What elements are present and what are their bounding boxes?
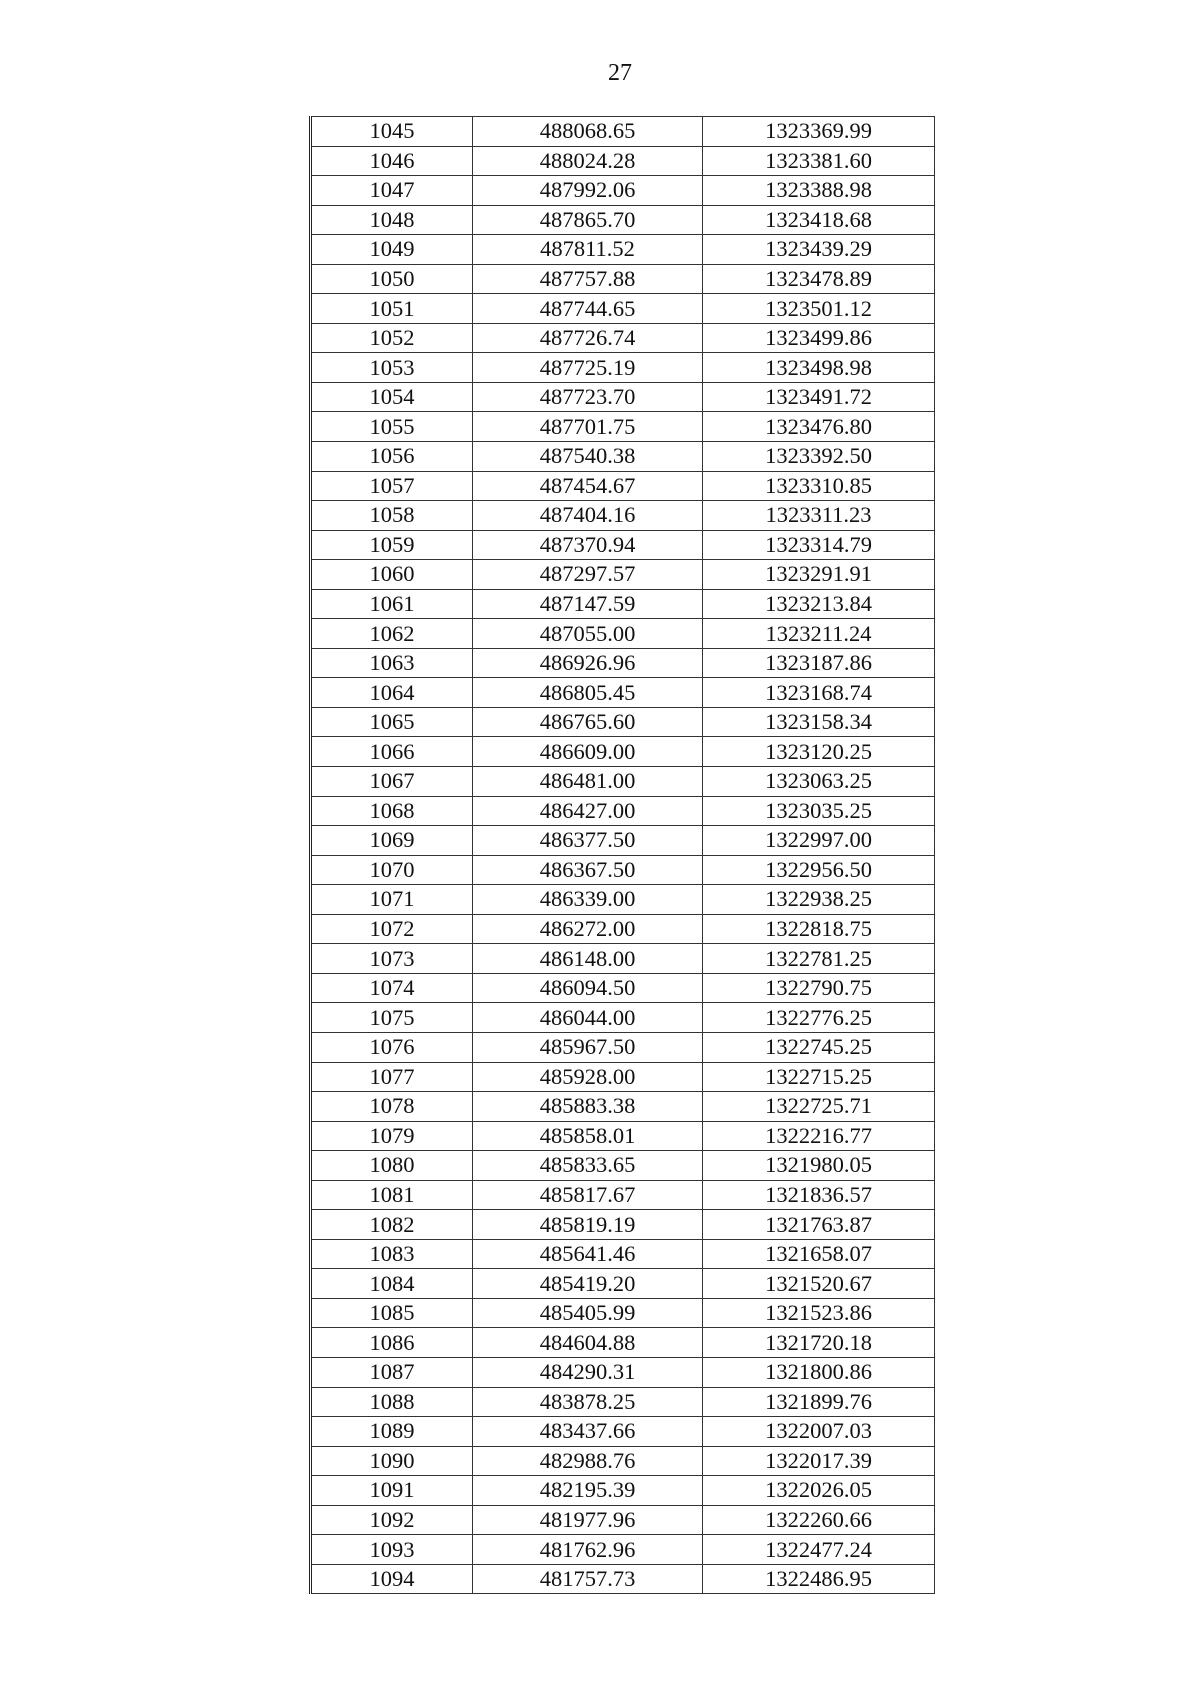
table-row: [311, 1151, 935, 1181]
point-number-cell: 1061: [311, 589, 473, 619]
table-row: [311, 323, 935, 353]
x-coordinate-cell: 487744.65: [473, 294, 703, 324]
table-body: [311, 117, 935, 1594]
table-row: [311, 767, 935, 797]
y-coordinate-cell: 1323158.34: [703, 707, 935, 737]
x-coordinate-cell: 485405.99: [473, 1298, 703, 1328]
x-coordinate-cell: 485967.50: [473, 1032, 703, 1062]
point-number-cell: 1051: [311, 294, 473, 324]
y-coordinate-cell: 1322781.25: [703, 944, 935, 974]
point-number-cell: 1072: [311, 914, 473, 944]
x-coordinate-cell: 481762.96: [473, 1535, 703, 1565]
x-coordinate-cell: 487723.70: [473, 382, 703, 412]
x-coordinate-cell: 487404.16: [473, 501, 703, 531]
point-number-cell: 1073: [311, 944, 473, 974]
table-row: [311, 501, 935, 531]
point-number-cell: 1069: [311, 826, 473, 856]
x-coordinate-cell: 481757.73: [473, 1564, 703, 1594]
y-coordinate-cell: 1321899.76: [703, 1387, 935, 1417]
point-number-cell: 1053: [311, 353, 473, 383]
y-coordinate-cell: 1322776.25: [703, 1003, 935, 1033]
point-number-cell: 1089: [311, 1417, 473, 1447]
x-coordinate-cell: 486044.00: [473, 1003, 703, 1033]
y-coordinate-cell: 1322007.03: [703, 1417, 935, 1447]
y-coordinate-cell: 1323439.29: [703, 235, 935, 265]
y-coordinate-cell: 1322486.95: [703, 1564, 935, 1594]
y-coordinate-cell: 1321523.86: [703, 1298, 935, 1328]
x-coordinate-cell: 482195.39: [473, 1476, 703, 1506]
x-coordinate-cell: 487540.38: [473, 442, 703, 472]
y-coordinate-cell: 1323314.79: [703, 530, 935, 560]
table-row: [311, 737, 935, 767]
table-row: [311, 1357, 935, 1387]
y-coordinate-cell: 1323213.84: [703, 589, 935, 619]
y-coordinate-cell: 1322715.25: [703, 1062, 935, 1092]
table-row: [311, 648, 935, 678]
table-row: [311, 442, 935, 472]
table-row: [311, 412, 935, 442]
y-coordinate-cell: 1323291.91: [703, 560, 935, 590]
table-row: [311, 530, 935, 560]
point-number-cell: 1088: [311, 1387, 473, 1417]
x-coordinate-cell: 487370.94: [473, 530, 703, 560]
table-row: [311, 944, 935, 974]
table-row: [311, 1180, 935, 1210]
table-row: [311, 1476, 935, 1506]
y-coordinate-cell: 1323388.98: [703, 176, 935, 206]
y-coordinate-cell: 1322017.39: [703, 1446, 935, 1476]
x-coordinate-cell: 486148.00: [473, 944, 703, 974]
x-coordinate-cell: 486272.00: [473, 914, 703, 944]
y-coordinate-cell: 1322725.71: [703, 1092, 935, 1122]
point-number-cell: 1059: [311, 530, 473, 560]
table-row: [311, 117, 935, 147]
table-row: [311, 1210, 935, 1240]
x-coordinate-cell: 488024.28: [473, 146, 703, 176]
x-coordinate-cell: 482988.76: [473, 1446, 703, 1476]
point-number-cell: 1063: [311, 648, 473, 678]
y-coordinate-cell: 1323035.25: [703, 796, 935, 826]
point-number-cell: 1086: [311, 1328, 473, 1358]
y-coordinate-cell: 1323392.50: [703, 442, 935, 472]
y-coordinate-cell: 1322477.24: [703, 1535, 935, 1565]
y-coordinate-cell: 1321980.05: [703, 1151, 935, 1181]
point-number-cell: 1067: [311, 767, 473, 797]
table-row: [311, 1121, 935, 1151]
table-row: [311, 796, 935, 826]
y-coordinate-cell: 1323478.89: [703, 264, 935, 294]
point-number-cell: 1087: [311, 1357, 473, 1387]
x-coordinate-cell: 485419.20: [473, 1269, 703, 1299]
table-row: [311, 589, 935, 619]
table-row: [311, 1564, 935, 1594]
point-number-cell: 1049: [311, 235, 473, 265]
y-coordinate-cell: 1323311.23: [703, 501, 935, 531]
x-coordinate-cell: 487297.57: [473, 560, 703, 590]
x-coordinate-cell: 487811.52: [473, 235, 703, 265]
table-row: [311, 294, 935, 324]
x-coordinate-cell: 485833.65: [473, 1151, 703, 1181]
y-coordinate-cell: 1322260.66: [703, 1505, 935, 1535]
table-row: [311, 1387, 935, 1417]
x-coordinate-cell: 487726.74: [473, 323, 703, 353]
page-number: 27: [608, 60, 632, 86]
point-number-cell: 1056: [311, 442, 473, 472]
y-coordinate-cell: 1323498.98: [703, 353, 935, 383]
x-coordinate-cell: 481977.96: [473, 1505, 703, 1535]
point-number-cell: 1077: [311, 1062, 473, 1092]
table-row: [311, 1062, 935, 1092]
table-row: [311, 1032, 935, 1062]
point-number-cell: 1064: [311, 678, 473, 708]
table-row: [311, 382, 935, 412]
x-coordinate-cell: 486339.00: [473, 885, 703, 915]
table-row: [311, 885, 935, 915]
table-row: [311, 973, 935, 1003]
point-number-cell: 1081: [311, 1180, 473, 1210]
coordinates-table: [309, 116, 935, 1594]
y-coordinate-cell: 1323476.80: [703, 412, 935, 442]
x-coordinate-cell: 487757.88: [473, 264, 703, 294]
point-number-cell: 1052: [311, 323, 473, 353]
table-row: [311, 1505, 935, 1535]
y-coordinate-cell: 1321800.86: [703, 1357, 935, 1387]
table-row: [311, 914, 935, 944]
y-coordinate-cell: 1323187.86: [703, 648, 935, 678]
table-row: [311, 471, 935, 501]
x-coordinate-cell: 486377.50: [473, 826, 703, 856]
point-number-cell: 1084: [311, 1269, 473, 1299]
x-coordinate-cell: 485928.00: [473, 1062, 703, 1092]
point-number-cell: 1075: [311, 1003, 473, 1033]
y-coordinate-cell: 1323310.85: [703, 471, 935, 501]
y-coordinate-cell: 1322818.75: [703, 914, 935, 944]
y-coordinate-cell: 1323381.60: [703, 146, 935, 176]
x-coordinate-cell: 483437.66: [473, 1417, 703, 1447]
x-coordinate-cell: 485641.46: [473, 1239, 703, 1269]
point-number-cell: 1083: [311, 1239, 473, 1269]
y-coordinate-cell: 1323063.25: [703, 767, 935, 797]
table-row: [311, 855, 935, 885]
table-row: [311, 1092, 935, 1122]
x-coordinate-cell: 484604.88: [473, 1328, 703, 1358]
y-coordinate-cell: 1322790.75: [703, 973, 935, 1003]
x-coordinate-cell: 487701.75: [473, 412, 703, 442]
table-row: [311, 1446, 935, 1476]
x-coordinate-cell: 486481.00: [473, 767, 703, 797]
table-row: [311, 353, 935, 383]
y-coordinate-cell: 1321720.18: [703, 1328, 935, 1358]
point-number-cell: 1054: [311, 382, 473, 412]
point-number-cell: 1047: [311, 176, 473, 206]
y-coordinate-cell: 1321836.57: [703, 1180, 935, 1210]
point-number-cell: 1058: [311, 501, 473, 531]
point-number-cell: 1074: [311, 973, 473, 1003]
table-row: [311, 1269, 935, 1299]
table-row: [311, 1328, 935, 1358]
table-row: [311, 619, 935, 649]
x-coordinate-cell: 486367.50: [473, 855, 703, 885]
y-coordinate-cell: 1322997.00: [703, 826, 935, 856]
y-coordinate-cell: 1323499.86: [703, 323, 935, 353]
point-number-cell: 1046: [311, 146, 473, 176]
y-coordinate-cell: 1322956.50: [703, 855, 935, 885]
point-number-cell: 1070: [311, 855, 473, 885]
table-row: [311, 560, 935, 590]
x-coordinate-cell: 487147.59: [473, 589, 703, 619]
x-coordinate-cell: 483878.25: [473, 1387, 703, 1417]
point-number-cell: 1048: [311, 205, 473, 235]
point-number-cell: 1068: [311, 796, 473, 826]
x-coordinate-cell: 486427.00: [473, 796, 703, 826]
x-coordinate-cell: 485883.38: [473, 1092, 703, 1122]
x-coordinate-cell: 486094.50: [473, 973, 703, 1003]
y-coordinate-cell: 1323168.74: [703, 678, 935, 708]
y-coordinate-cell: 1323501.12: [703, 294, 935, 324]
point-number-cell: 1078: [311, 1092, 473, 1122]
table-row: [311, 205, 935, 235]
table-row: [311, 1417, 935, 1447]
table-row: [311, 264, 935, 294]
point-number-cell: 1062: [311, 619, 473, 649]
y-coordinate-cell: 1323418.68: [703, 205, 935, 235]
x-coordinate-cell: 487454.67: [473, 471, 703, 501]
x-coordinate-cell: 486609.00: [473, 737, 703, 767]
y-coordinate-cell: 1322938.25: [703, 885, 935, 915]
table-row: [311, 176, 935, 206]
table-row: [311, 826, 935, 856]
point-number-cell: 1076: [311, 1032, 473, 1062]
x-coordinate-cell: 485819.19: [473, 1210, 703, 1240]
y-coordinate-cell: 1322745.25: [703, 1032, 935, 1062]
point-number-cell: 1091: [311, 1476, 473, 1506]
point-number-cell: 1050: [311, 264, 473, 294]
table-row: [311, 678, 935, 708]
y-coordinate-cell: 1322026.05: [703, 1476, 935, 1506]
y-coordinate-cell: 1323491.72: [703, 382, 935, 412]
x-coordinate-cell: 487055.00: [473, 619, 703, 649]
point-number-cell: 1093: [311, 1535, 473, 1565]
point-number-cell: 1055: [311, 412, 473, 442]
point-number-cell: 1085: [311, 1298, 473, 1328]
y-coordinate-cell: 1321763.87: [703, 1210, 935, 1240]
table-row: [311, 1298, 935, 1328]
y-coordinate-cell: 1322216.77: [703, 1121, 935, 1151]
table-row: [311, 1239, 935, 1269]
x-coordinate-cell: 485817.67: [473, 1180, 703, 1210]
y-coordinate-cell: 1323369.99: [703, 117, 935, 147]
point-number-cell: 1057: [311, 471, 473, 501]
point-number-cell: 1090: [311, 1446, 473, 1476]
table-row: [311, 235, 935, 265]
x-coordinate-cell: 486765.60: [473, 707, 703, 737]
table-row: [311, 707, 935, 737]
point-number-cell: 1079: [311, 1121, 473, 1151]
y-coordinate-cell: 1321520.67: [703, 1269, 935, 1299]
point-number-cell: 1082: [311, 1210, 473, 1240]
x-coordinate-cell: 487992.06: [473, 176, 703, 206]
point-number-cell: 1094: [311, 1564, 473, 1594]
y-coordinate-cell: 1321658.07: [703, 1239, 935, 1269]
table-row: [311, 1535, 935, 1565]
point-number-cell: 1066: [311, 737, 473, 767]
y-coordinate-cell: 1323120.25: [703, 737, 935, 767]
x-coordinate-cell: 488068.65: [473, 117, 703, 147]
point-number-cell: 1071: [311, 885, 473, 915]
x-coordinate-cell: 485858.01: [473, 1121, 703, 1151]
x-coordinate-cell: 487865.70: [473, 205, 703, 235]
x-coordinate-cell: 487725.19: [473, 353, 703, 383]
x-coordinate-cell: 484290.31: [473, 1357, 703, 1387]
x-coordinate-cell: 486926.96: [473, 648, 703, 678]
y-coordinate-cell: 1323211.24: [703, 619, 935, 649]
table-row: [311, 146, 935, 176]
point-number-cell: 1065: [311, 707, 473, 737]
point-number-cell: 1080: [311, 1151, 473, 1181]
point-number-cell: 1092: [311, 1505, 473, 1535]
x-coordinate-cell: 486805.45: [473, 678, 703, 708]
point-number-cell: 1060: [311, 560, 473, 590]
table-row: [311, 1003, 935, 1033]
point-number-cell: 1045: [311, 117, 473, 147]
